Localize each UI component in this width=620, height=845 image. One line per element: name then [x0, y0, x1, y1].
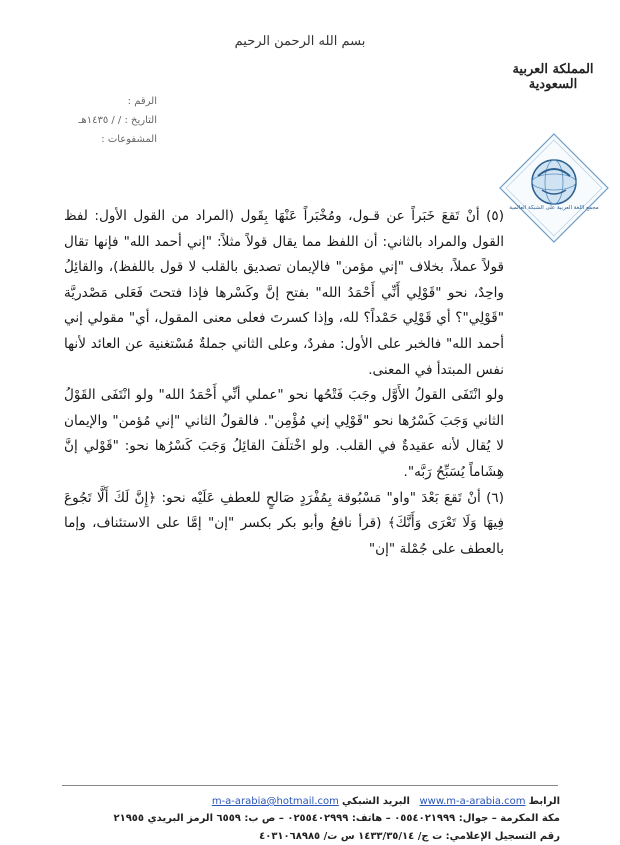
registration-line: رقم التسجيل الإعلامي: ت ج/ ١٤٣٣/٣٥/١٤ س ت/ ٤٠٣١٠٦٨٩٨٥: [259, 831, 560, 842]
letter-body: [64, 204, 504, 562]
field-value: :: [127, 96, 132, 107]
email-label: البريد الشبكي: [342, 796, 410, 807]
academy-logo: [498, 132, 610, 244]
field-label: التاريخ: [131, 115, 157, 126]
field-value: :: [101, 134, 105, 145]
address-line: مكة المكرمة – جوال: ٠٥٥٤٠٢١٩٩٩ – هاتف: ٠٢٥٥٤٠٢٩٩٩ – ص ب: ٦٥٥٩ الرمز البريدي ٢١٩٥٥: [113, 813, 560, 824]
field-value: : / / ١٤٣٥هـ: [78, 115, 128, 126]
field-label: المشفوعات: [107, 134, 157, 145]
footer: [60, 793, 560, 845]
paragraph-6: (٦) أنْ تَقعَ بَعْدَ "واو" مَسْبُوقة بِمُفْرَدٍ صَالحٍ للعطفِ عَلَيْه نحو: ﴿إِنَّ لَكَ أَلَّا تَجُوعَ فِيهَا وَلَا تَعْرَى وَأَنَّكَ﴾ (قرأ نافعُ وأبو بكر بكسر "إن" إمَّا على الاستئناف، وإما بالعطف على جُمْلة "إن": [64, 489, 504, 557]
basmala-calligraphy: بسم الله الرحمن الرحيم: [234, 34, 366, 49]
footer-divider: [62, 785, 558, 786]
contact-row: [60, 793, 560, 810]
kingdom-title: المملكة العربية السعودية: [512, 62, 594, 92]
paragraph-negation: ولو انْتَفَى القولُ الأَوَّل وجَبَ فَتْحُها نحو "عملي أنِّي أَحْمَدُ الله" ولو انْتَفَى القَوْلُ الثاني وَجَبَ كَسْرُها نحو "قَوْلِي إني مُؤْمِن". فالقولُ الثاني "إني مُؤمن" والإيمان لا يُقال لأنه عقيدةٌ في القلب. ولو اخْتلَفَ القائِلُ وَجَبَ كَسْرُها نحو: "قَوْلي إنَّ هِشَاماً يُسَبِّحُ رَبَّه".: [64, 387, 504, 480]
logo-caption: مجمع اللغة العربية على الشبكة العالمية: [509, 205, 599, 211]
field-date: [79, 111, 158, 130]
website-link[interactable]: www.m-a-arabia.com: [419, 796, 526, 807]
field-number: [79, 92, 158, 111]
field-label: الرقم: [134, 96, 157, 107]
field-attachments: [79, 130, 158, 149]
paragraph-5: (٥) أنْ تَقعَ خَبَراً عن قـول، ومُخْبَراً عَنْهَا بِقَول (المراد من القول الأول: لفظ القول والمراد بالثاني: أن اللفظ مما يقال قولاً مثلاً: "إني أحمد الله" فإنها تقال قولاً عملاً، بخلاف "إني مؤمن" فالإيمان تصديق بالقلب لا قول باللفظ)، والقائِلُ واحِدٌ، نحو "قَوْلِي أَنِّي أَحْمَدُ الله" بفتح إنَّ وكَسْرها فإذا فتحتَ فَعَلى مَصْدريَّة "قَوْلِي"؟ أي قَوْلِي حَمْداً؟ لله، وإذا كسرتَ فعلى معنى المقول، أي" مقولي إني أحمد الله" فالخبر على الأول: مفردٌ، وعلى الثاني جملةٌ مُسْتغنية عن العائد لأنها نفس المبتدأ في المعنى.: [64, 208, 504, 378]
reference-fields: [79, 92, 158, 149]
email-link[interactable]: m-a-arabia@hotmail.com: [211, 796, 339, 807]
website-label: الرابط: [528, 796, 560, 807]
